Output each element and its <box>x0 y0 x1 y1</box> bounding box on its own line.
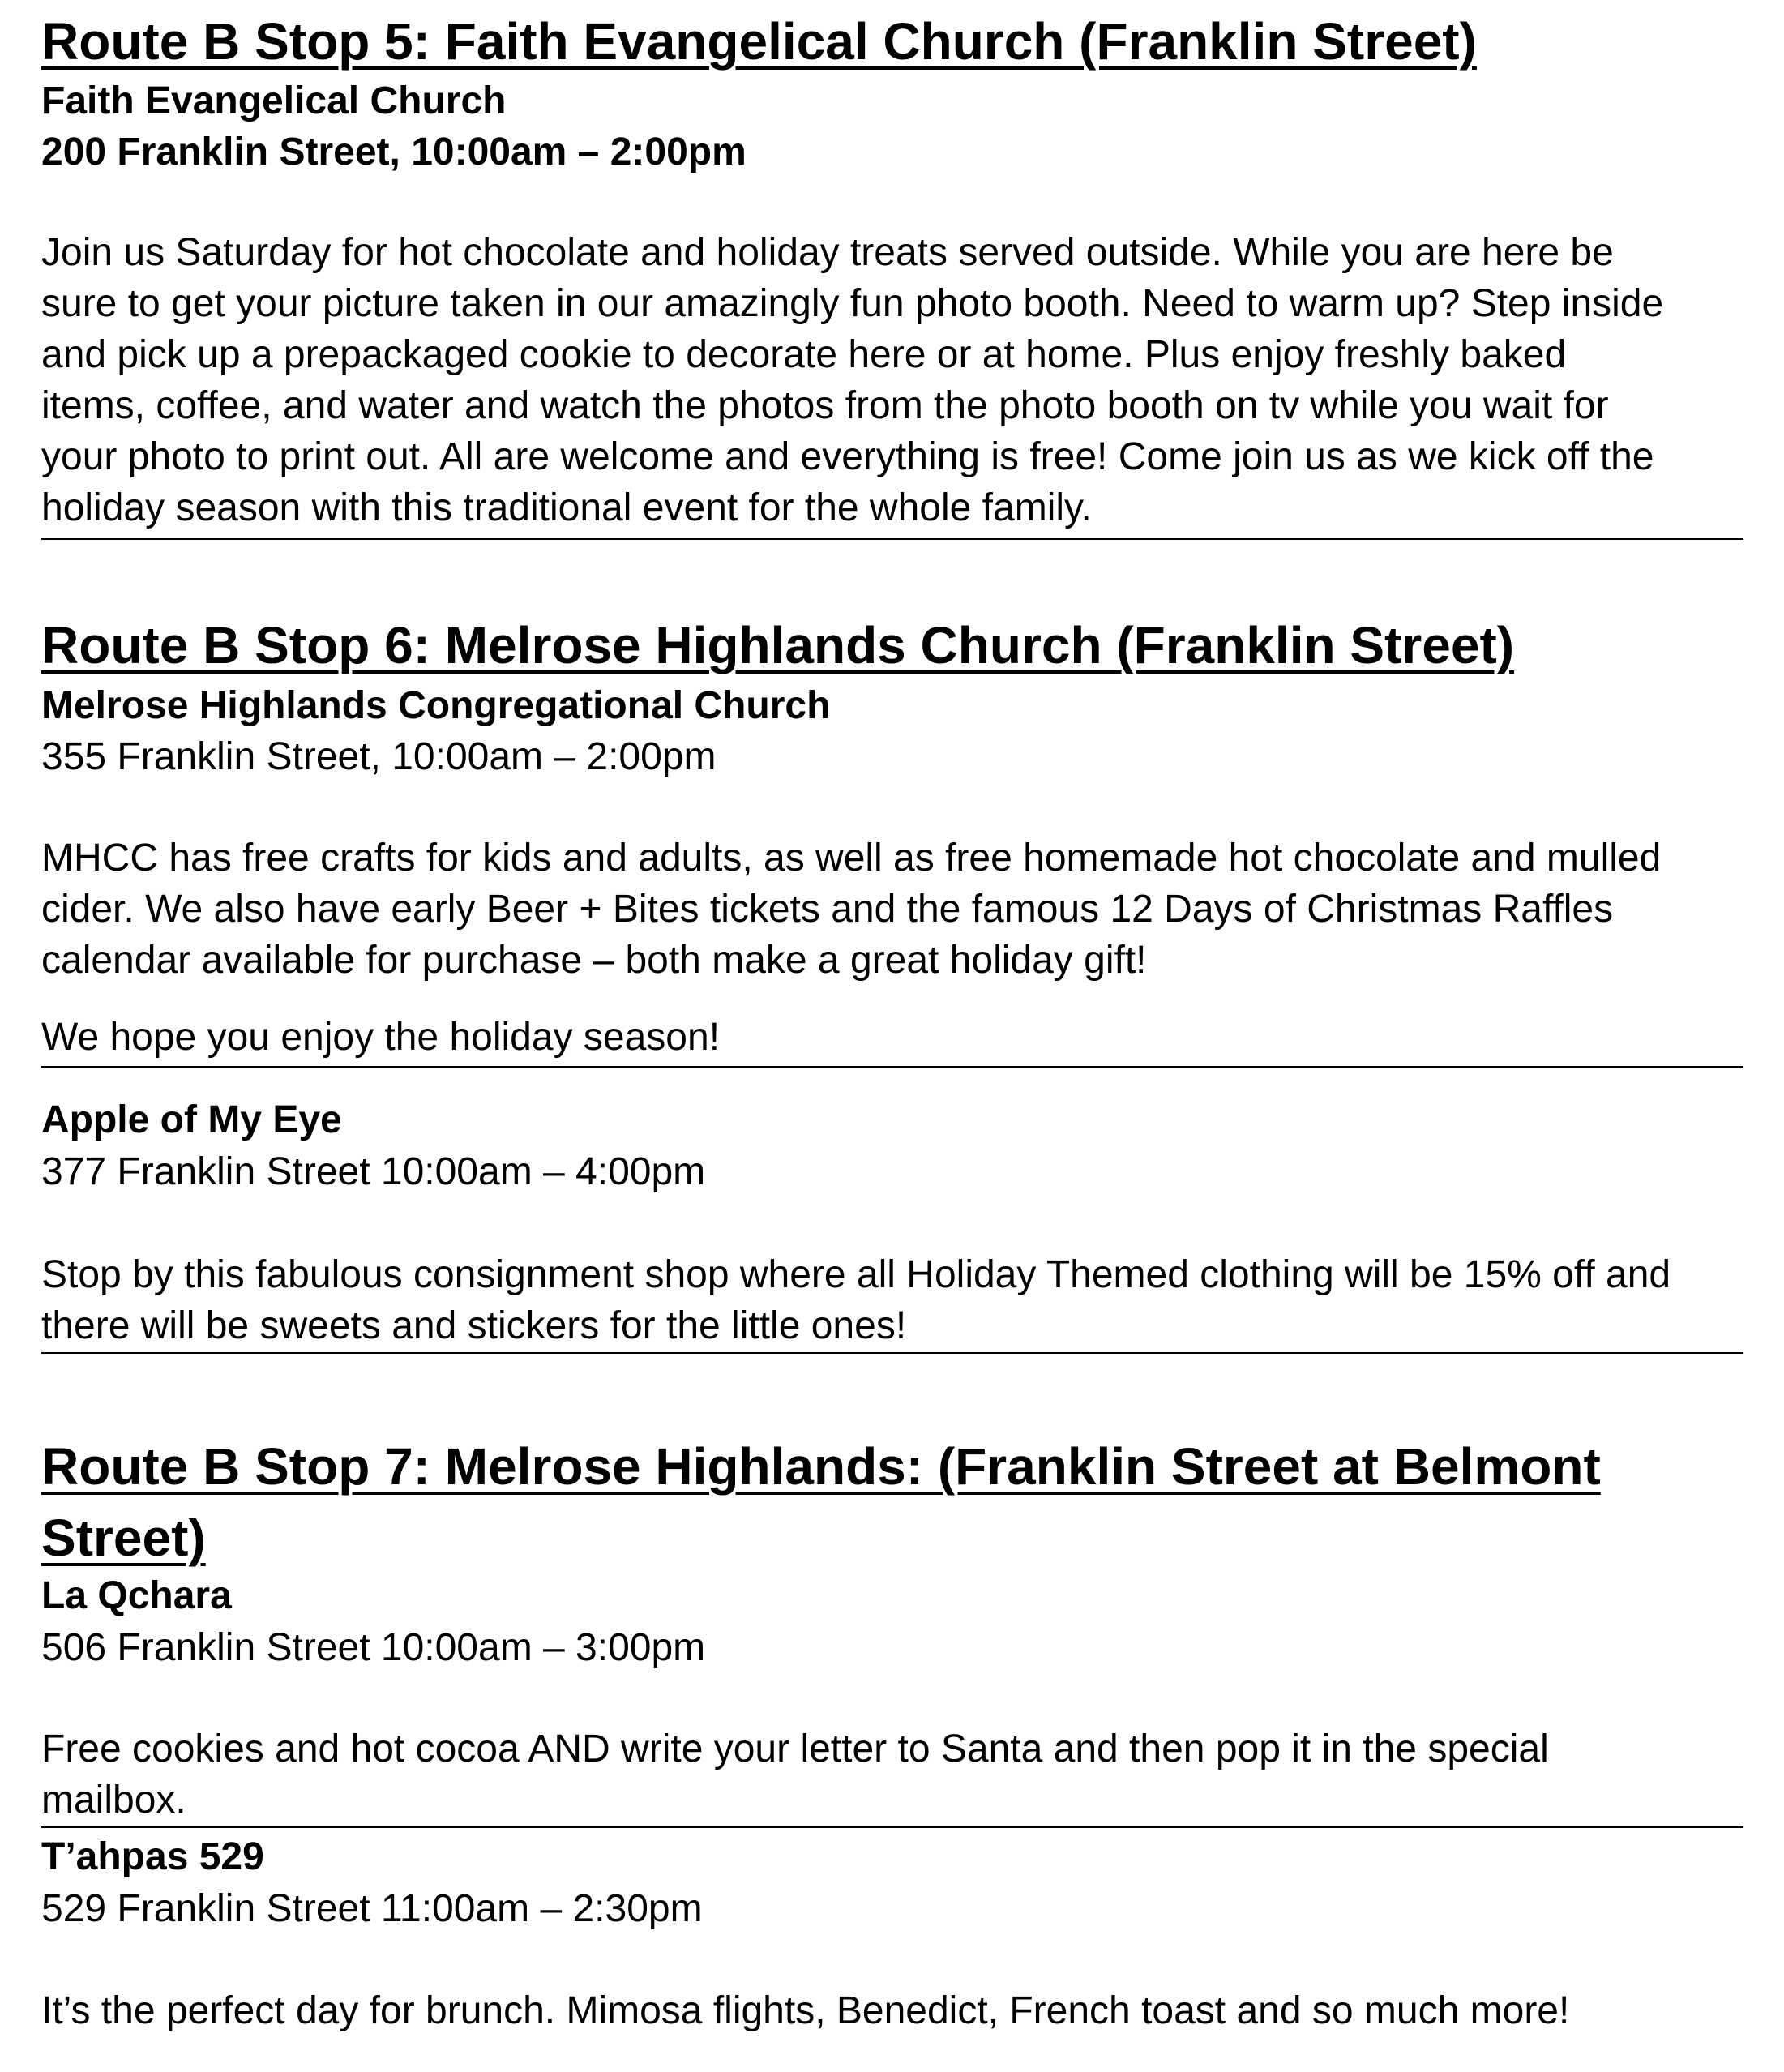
section-divider <box>41 1066 1743 1068</box>
stop5-description <box>41 227 1663 533</box>
stop5-line: holiday season with this traditional event for the whole family. <box>41 486 1092 529</box>
stop7-heading <box>41 1431 1601 1573</box>
section-divider <box>41 1826 1743 1828</box>
section-divider <box>41 538 1743 540</box>
stop6-description <box>41 833 1661 986</box>
stop6-line: calendar available for purchase – both make a great holiday gift! <box>41 939 1147 982</box>
stop7-venue: La Qchara <box>41 1574 232 1617</box>
tahpas-line: It’s the perfect day for brunch. Mimosa flights, Benedict, French toast and so much more! <box>41 1989 1570 2032</box>
stop5-line: items, coffee, and water and watch the photos from the photo booth on tv while you wait for <box>41 384 1609 427</box>
stop5-heading: Route B Stop 5: Faith Evangelical Church (Franklin Street) <box>41 12 1477 71</box>
stop5-address: 200 Franklin Street, 10:00am – 2:00pm <box>41 131 747 173</box>
stop7-line: mailbox. <box>41 1779 186 1822</box>
apple-line: Stop by this fabulous consignment shop where all Holiday Themed clothing will be 15% off and <box>41 1253 1671 1296</box>
stop5-line: your photo to print out. All are welcome and everything is free! Come join us as we kick off the <box>41 435 1654 478</box>
stop5-line: and pick up a prepackaged cookie to decorate here or at home. Plus enjoy freshly baked <box>41 333 1567 376</box>
section-divider <box>41 1352 1743 1354</box>
stop7-line: Free cookies and hot cocoa AND write your letter to Santa and then pop it in the special <box>41 1727 1549 1770</box>
apple-line: there will be sweets and stickers for the little ones! <box>41 1304 907 1347</box>
stop7-description <box>41 1723 1549 1826</box>
apple-of-my-eye-description <box>41 1249 1671 1351</box>
stop5-venue: Faith Evangelical Church <box>41 79 507 122</box>
tahpas-venue: T’ahpas 529 <box>41 1835 264 1878</box>
stop6-venue: Melrose Highlands Congregational Church <box>41 684 831 727</box>
tahpas-description <box>41 1985 1569 2036</box>
stop5-line: Join us Saturday for hot chocolate and holiday treats served outside. While you are here be <box>41 231 1614 274</box>
tahpas-address: 529 Franklin Street 11:00am – 2:30pm <box>41 1887 703 1930</box>
stop6-line: cider. We also have early Beer + Bites tickets and the famous 12 Days of Christmas Raffles <box>41 888 1614 931</box>
apple-of-my-eye-venue: Apple of My Eye <box>41 1098 342 1141</box>
stop6-line: MHCC has free crafts for kids and adults, as well as free homemade hot chocolate and mulled <box>41 837 1662 880</box>
stop7-address: 506 Franklin Street 10:00am – 3:00pm <box>41 1626 706 1669</box>
stop7-heading-line: Street) <box>41 1509 206 1567</box>
stop5-line: sure to get your picture taken in our amazingly fun photo booth. Need to warm up? Step inside <box>41 282 1664 325</box>
apple-of-my-eye-address: 377 Franklin Street 10:00am – 4:00pm <box>41 1150 706 1193</box>
stop6-address: 355 Franklin Street, 10:00am – 2:00pm <box>41 735 717 778</box>
stop6-heading: Route B Stop 6: Melrose Highlands Church (Franklin Street) <box>41 616 1515 674</box>
stop6-closing: We hope you enjoy the holiday season! <box>41 1016 721 1059</box>
stop7-heading-line: Route B Stop 7: Melrose Highlands: (Franklin Street at Belmont <box>41 1437 1601 1496</box>
